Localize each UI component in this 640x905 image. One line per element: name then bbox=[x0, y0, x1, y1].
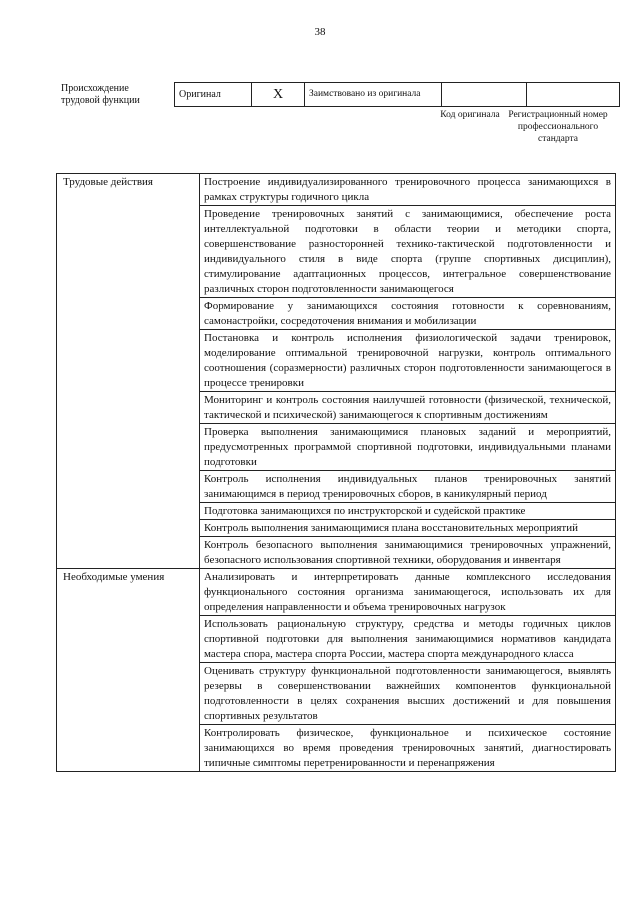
reg-number-cell bbox=[527, 83, 620, 107]
section-item: Контроль исполнения индивидуальных планов тренировочных занятий занимающимся в период тренировочных сборов, в каникулярный период bbox=[200, 471, 616, 503]
section-item: Проверка выполнения занимающимися плановых заданий и мероприятий, предусмотренных программой спортивной подготовки, индивидуальными планами подготовки bbox=[200, 424, 616, 471]
section-item: Мониторинг и контроль состояния наилучшей готовности (физической, технической, тактической и психической) занимающегося к спортивным достижениям bbox=[200, 392, 616, 424]
original-label: Оригинал bbox=[175, 83, 252, 107]
section-item: Постановка и контроль исполнения физиологической задачи тренировок, моделирование оптимальной тренировочной нагрузки, контроль оптимального соотношения (соразмерности) различных сторон подготовленности занимающегося в процессе тренировки bbox=[200, 330, 616, 392]
reg-number-caption: Регистрационный номер профессионального стандарта bbox=[508, 110, 608, 144]
page-number: 38 bbox=[314, 26, 326, 38]
section-item: Контроль безопасного выполнения занимающимися тренировочных упражнений, безопасного использования спортивной техники, оборудования и инвентаря bbox=[200, 537, 616, 569]
borrowed-label: Заимствовано из оригинала bbox=[305, 83, 442, 107]
table-row bbox=[57, 569, 616, 616]
origin-label: Происхождение трудовой функции bbox=[61, 83, 140, 106]
section-item: Формирование у занимающихся состояния готовности к соревнованиям, самонастройки, сосредоточения внимания и мобилизации bbox=[200, 298, 616, 330]
section-item: Подготовка занимающихся по инструкторской и судейской практике bbox=[200, 503, 616, 520]
original-mark: X bbox=[252, 83, 305, 107]
labor-function-table bbox=[56, 173, 616, 772]
code-cell bbox=[442, 83, 527, 107]
section-item: Анализировать и интерпретировать данные комплексного исследования функционального состояния организма занимающегося, использовать их для определения направленности и объема тренировочных нагрузок bbox=[200, 569, 616, 616]
code-caption: Код оригинала bbox=[440, 110, 500, 120]
section-item: Использовать рациональную структуру, средства и методы годичных циклов спортивной подготовки для выполнения занимающимися нормативов кандидата мастера спора, мастера спорта России, мастера спорта международного класса bbox=[200, 616, 616, 663]
origin-table bbox=[174, 82, 620, 107]
section-item: Проведение тренировочных занятий с занимающимися, обеспечение роста интеллектуальной подготовки в области теории и методики спорта, совершенствование разносторонней технико-тактической подготовленности и индивидуального стиля в виде спорта (группе спортивных дисциплин), стимулирование адаптационных процессов, интегральное совершенствование различных сторон подготовленности занимающегося bbox=[200, 206, 616, 298]
section-item: Построение индивидуализированного тренировочного процесса занимающихся в рамках структуры годичного цикла bbox=[200, 174, 616, 206]
section-title: Трудовые действия bbox=[57, 174, 200, 569]
section-title: Необходимые умения bbox=[57, 569, 200, 772]
section-item: Оценивать структуру функциональной подготовленности занимающегося, выявлять резервы в совершенствовании важнейших компонентов функциональной подготовленности в целях сохранения высших достижений и для повышения спортивных результатов bbox=[200, 663, 616, 725]
table-row bbox=[57, 174, 616, 206]
section-item: Контролировать физическое, функциональное и психическое состояние занимающихся во время проведения тренировочных занятий, диагностировать типичные симптомы перетренированности и перенапряжения bbox=[200, 725, 616, 772]
section-item: Контроль выполнения занимающимися плана восстановительных мероприятий bbox=[200, 520, 616, 537]
